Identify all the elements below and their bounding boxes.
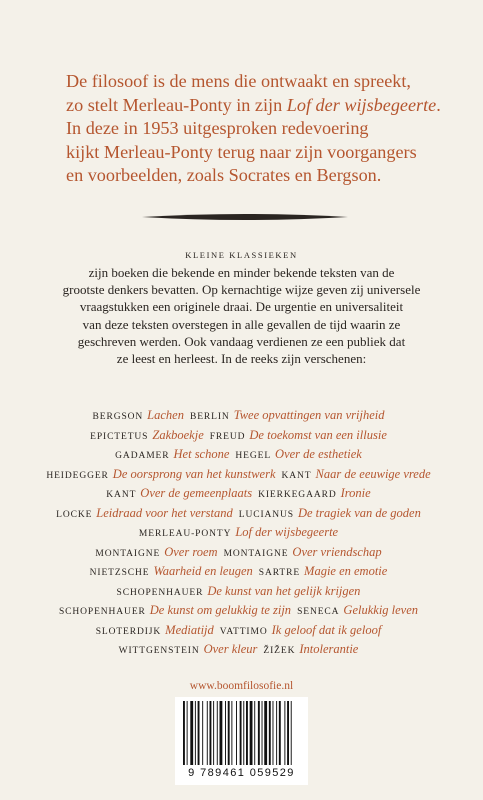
book-author: ŽIŽEK [263, 646, 296, 656]
book-author: BERGSON [92, 412, 144, 422]
book-title: Gelukkig leven [343, 603, 419, 617]
barcode-bar [187, 701, 188, 765]
intro-line: en voorbeelden, zoals Socrates en Bergson. [66, 165, 382, 185]
intro-line: kijkt Merleau-Ponty terug naar zijn voorgangers [66, 141, 417, 162]
book-list-row [0, 464, 483, 484]
series-description-line: geschreven werden. Ook vandaag verdienen ze een publiek dat [77, 333, 406, 349]
book-title: Mediatijd [165, 622, 214, 637]
barcode-bar [213, 701, 214, 765]
book-title: De kunst van het gelijk krijgen [207, 583, 361, 598]
book-list-row [0, 639, 483, 659]
book-author: KANT [281, 470, 312, 481]
book-title: Over vriendschap [292, 544, 382, 559]
book-title: Over roem [164, 544, 218, 559]
barcode-bar [264, 701, 267, 765]
barcode-bar [236, 701, 237, 765]
book-title: Magie en emotie [304, 564, 388, 578]
book-title: Over kleur [203, 642, 258, 656]
barcode-bar [240, 701, 242, 765]
barcode [175, 697, 308, 785]
book-author: SCHOPENHAUER [116, 587, 204, 598]
book-title: Zakboekje [152, 427, 204, 442]
book-author: LOCKE [56, 509, 93, 520]
barcode-bars [183, 701, 300, 765]
book-author: LUCIANUS [238, 509, 294, 520]
book-author: BERLIN [189, 412, 230, 422]
barcode-bar [279, 701, 281, 765]
barcode-bar [254, 701, 255, 765]
book-title: De toekomst van een illusie [249, 427, 387, 442]
book-author: SARTRE [258, 568, 301, 578]
barcode-bar [269, 701, 271, 765]
book-title: Ik geloof dat ik geloof [271, 622, 382, 637]
book-author: SLOTERDIJK [95, 626, 162, 637]
book-list-row [0, 542, 483, 562]
book-title: Leidraad voor het verstand [96, 505, 233, 520]
book-author: HEIDEGGER [46, 470, 109, 481]
barcode-bar [284, 701, 285, 765]
book-author: EPICTETUS [90, 431, 149, 442]
book-author: VATTIMO [219, 626, 268, 637]
intro-book-title: Lof der wijsbegeerte [286, 94, 437, 115]
book-title: Lof der wijsbegeerte [235, 525, 339, 539]
series-description-line: zijn boeken die bekende en minder bekende teksten van de [88, 265, 395, 280]
book-title: Lachen [147, 408, 184, 422]
book-title: Waarheid en leugen [153, 564, 253, 578]
series-description-line: grootste denkers bevatten. Op kernachtige wijze geven zij universele [62, 282, 421, 298]
barcode-bar [276, 701, 277, 765]
barcode-bar [220, 701, 223, 765]
book-list [0, 405, 483, 659]
book-author: KIERKEGAARD [258, 490, 337, 500]
book-author: MONTAIGNE [223, 548, 289, 559]
book-list-row [0, 444, 483, 464]
barcode-bar [202, 701, 203, 765]
book-author: SENECA [297, 607, 340, 617]
barcode-bar [217, 701, 218, 765]
website-link[interactable]: www.boomfilosofie.nl [189, 680, 294, 692]
book-author: NIETZSCHE [89, 568, 150, 578]
series-title: KLEINE KLASSIEKEN [185, 250, 298, 260]
barcode-bar [243, 701, 244, 765]
book-author: GADAMER [115, 451, 170, 461]
barcode-bar [225, 701, 226, 765]
book-title: De tragiek van de goden [297, 505, 421, 520]
book-list-row [0, 483, 483, 503]
book-author: MERLEAU-PONTY [138, 529, 232, 539]
book-title: De kunst om gelukkig te zijn [149, 603, 292, 617]
book-title: Naar de eeuwige vrede [315, 466, 431, 481]
barcode-bar [273, 701, 274, 765]
book-list-row [0, 581, 483, 601]
book-author: MONTAIGNE [95, 548, 161, 559]
barcode-bar [291, 701, 292, 765]
series-description-line: van deze teksten overstegen in alle gevallen de tijd waarin ze [82, 316, 401, 332]
book-title: Over de esthetiek [275, 447, 362, 461]
book-list-row [0, 620, 483, 640]
series-description [0, 264, 483, 367]
book-list-row [0, 425, 483, 445]
book-list-row [0, 405, 483, 425]
book-title: Ironie [340, 486, 371, 500]
book-title: Twee opvattingen van vrijheid [233, 408, 385, 422]
book-author: WITTGENSTEIN [118, 646, 200, 656]
book-list-row [0, 503, 483, 523]
barcode-bar [246, 701, 248, 765]
barcode-bar [207, 701, 208, 765]
barcode-bar [190, 701, 193, 765]
book-list-row [0, 561, 483, 581]
book-author: KANT [106, 490, 137, 500]
barcode-bar [195, 701, 196, 765]
barcode-bar [250, 701, 253, 765]
book-list-row [0, 600, 483, 620]
barcode-bar [231, 701, 232, 765]
barcode-bar [287, 701, 289, 765]
intro-line-punct: . [436, 94, 441, 115]
book-author: HEGEL [235, 451, 272, 461]
book-author: FREUD [209, 431, 246, 442]
book-title: Over de gemeenplaats [140, 486, 253, 500]
book-title: Intolerantie [299, 642, 359, 656]
series-description-line: vraagstukken een originele draai. De urgentie en universaliteit [79, 299, 404, 315]
barcode-bar [210, 701, 212, 765]
intro-line-text: zo stelt Merleau-Ponty in zijn [66, 94, 287, 115]
intro-line [66, 94, 441, 118]
intro-line: De filosoof is de mens die ontwaakt en spreekt, [66, 71, 411, 91]
book-author: SCHOPENHAUER [58, 607, 146, 617]
barcode-bar [258, 701, 260, 765]
book-title: Het schone [173, 447, 230, 461]
intro-line: In deze in 1953 uitgesproken redevoering [66, 118, 369, 138]
barcode-bar [228, 701, 230, 765]
barcode-bar [183, 701, 185, 765]
barcode-bar [198, 701, 200, 765]
isbn-number: 9 789461 059529 [188, 767, 295, 779]
intro-text [66, 70, 441, 188]
book-title: De oorsprong van het kunstwerk [112, 466, 276, 481]
book-list-row [0, 522, 483, 542]
series-description-line: ze leest en herleest. In de reeks zijn verschenen: [116, 351, 367, 367]
barcode-bar [262, 701, 263, 765]
ornamental-divider [140, 210, 350, 224]
